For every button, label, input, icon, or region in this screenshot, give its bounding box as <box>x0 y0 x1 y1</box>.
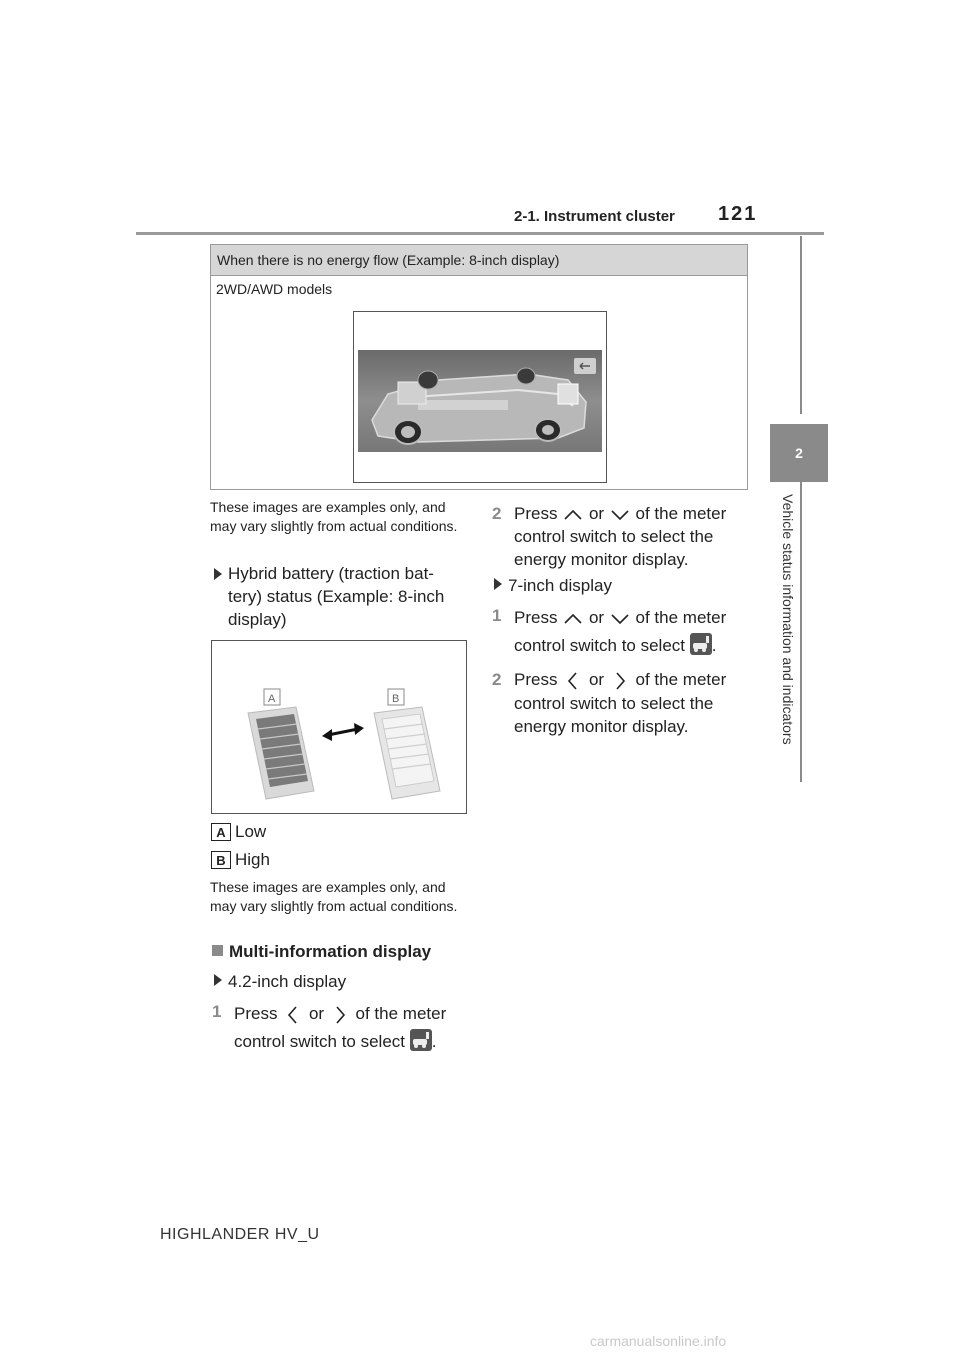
energy-monitor-screen <box>358 350 602 452</box>
step-number: 2 <box>492 670 502 689</box>
chevron-down-icon <box>609 506 631 524</box>
chevron-down-icon <box>609 610 631 628</box>
step-7-2: 2 Press or of the meter control switch to select the energy monitor display. <box>492 670 727 736</box>
key-high <box>211 850 270 870</box>
subsection-heading: Multi-information display <box>212 942 431 962</box>
chevron-right-icon <box>329 1004 351 1026</box>
page-number: 121 <box>718 203 758 225</box>
step-42-1: 1 Press or of the meter control switch to select . <box>212 1000 472 1056</box>
label-a-icon <box>264 689 280 705</box>
footer-model: HIGHLANDER HV_U <box>160 1226 320 1243</box>
section-title: 2-1. Instrument cluster <box>514 208 675 225</box>
key-low <box>211 822 266 842</box>
table-subheading: 2WD/AWD models <box>216 281 333 297</box>
chapter-title: Vehicle status information and indicators <box>780 494 796 745</box>
car-illustration <box>358 350 602 452</box>
bullet-triangle-icon <box>494 578 502 590</box>
bullet-7-inch: 7-inch display <box>494 574 612 597</box>
heading-square-icon <box>212 945 223 956</box>
side-tab-connector <box>800 236 828 414</box>
energy-flow-table <box>210 244 748 490</box>
step-7-1: 1 Press or of the meter control switch to select . <box>492 604 752 660</box>
side-tab-rule <box>800 482 802 782</box>
chevron-right-icon <box>609 670 631 692</box>
image-note: These images are examples only, and may vary slightly from actual conditions. <box>210 879 458 914</box>
bullet-text: Hybrid battery (traction bat-tery) status (Example: 8-inch display) <box>228 564 445 629</box>
chevron-up-icon <box>562 610 584 628</box>
header-rule <box>136 232 824 235</box>
bullet-triangle-icon <box>214 568 222 580</box>
battery-status-figure <box>211 640 467 814</box>
battery-low-icon <box>248 707 314 799</box>
svg-text:B: B <box>392 693 400 705</box>
image-note: These images are examples only, and may vary slightly from actual conditions. <box>210 499 458 534</box>
step-number: 1 <box>212 1002 222 1021</box>
step-number: 1 <box>492 606 502 625</box>
label-b-icon <box>388 689 404 705</box>
step-right-2: 2 Press or of the meter control switch to select the energy monitor display. <box>492 504 727 569</box>
table-header: When there is no energy flow (Example: 8-inch display) <box>211 245 747 276</box>
energy-monitor-icon <box>410 1029 432 1051</box>
svg-text:A: A <box>268 693 276 705</box>
key-letter-b: B <box>211 851 231 869</box>
bullet-hybrid-battery <box>214 562 464 631</box>
chevron-up-icon <box>562 506 584 524</box>
watermark: carmanualsonline.info <box>590 1333 727 1349</box>
key-letter-a: A <box>211 823 231 841</box>
chapter-tab: 2 <box>770 424 828 482</box>
key-text-low: Low <box>235 822 267 841</box>
bullet-42-inch: 4.2-inch display <box>214 970 346 993</box>
chevron-left-icon <box>562 670 584 692</box>
bullet-triangle-icon <box>214 974 222 986</box>
double-arrow-icon <box>322 723 364 741</box>
key-text-high: High <box>235 850 270 869</box>
energy-monitor-figure <box>353 311 607 483</box>
chevron-left-icon <box>282 1004 304 1026</box>
battery-high-icon <box>374 707 440 799</box>
step-number: 2 <box>492 504 502 523</box>
energy-monitor-icon <box>690 633 712 655</box>
